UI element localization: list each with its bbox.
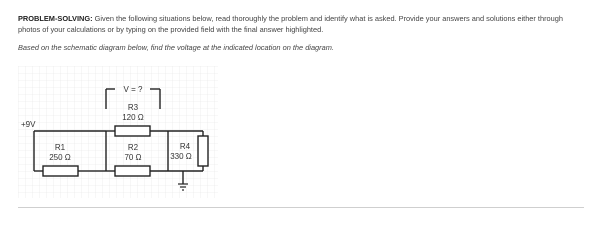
problem-statement bbox=[18, 13, 584, 35]
resistor-r2 bbox=[115, 166, 150, 176]
schematic-diagram bbox=[18, 66, 218, 203]
resistor-r1 bbox=[43, 166, 78, 176]
r2-name: R2 bbox=[127, 143, 139, 152]
schematic-svg bbox=[18, 66, 218, 198]
r1-name: R1 bbox=[54, 143, 66, 152]
source-label: +9V bbox=[21, 120, 36, 129]
r3-value: 120 Ω bbox=[122, 113, 144, 122]
r2-value: 70 Ω bbox=[124, 153, 142, 162]
r3-name: R3 bbox=[127, 103, 139, 112]
resistor-r3 bbox=[115, 126, 150, 136]
r4-value: 330 Ω bbox=[170, 152, 192, 161]
voltmeter-label: V = ? bbox=[123, 85, 143, 94]
section-divider bbox=[18, 207, 584, 208]
resistor-r4 bbox=[198, 136, 208, 166]
problem-text: Given the following situations below, read thoroughly the problem and identify what is asked. Provide your answers and solutions either through photos of your calculations or by typing on the provided field with the final answer highlighted. bbox=[18, 14, 564, 34]
diagram-instruction: Based on the schematic diagram below, find the voltage at the indicated location on the diagram. bbox=[18, 43, 334, 52]
r4-name: R4 bbox=[179, 142, 191, 151]
problem-heading: PROBLEM-SOLVING: bbox=[18, 14, 93, 23]
r1-value: 250 Ω bbox=[49, 153, 71, 162]
